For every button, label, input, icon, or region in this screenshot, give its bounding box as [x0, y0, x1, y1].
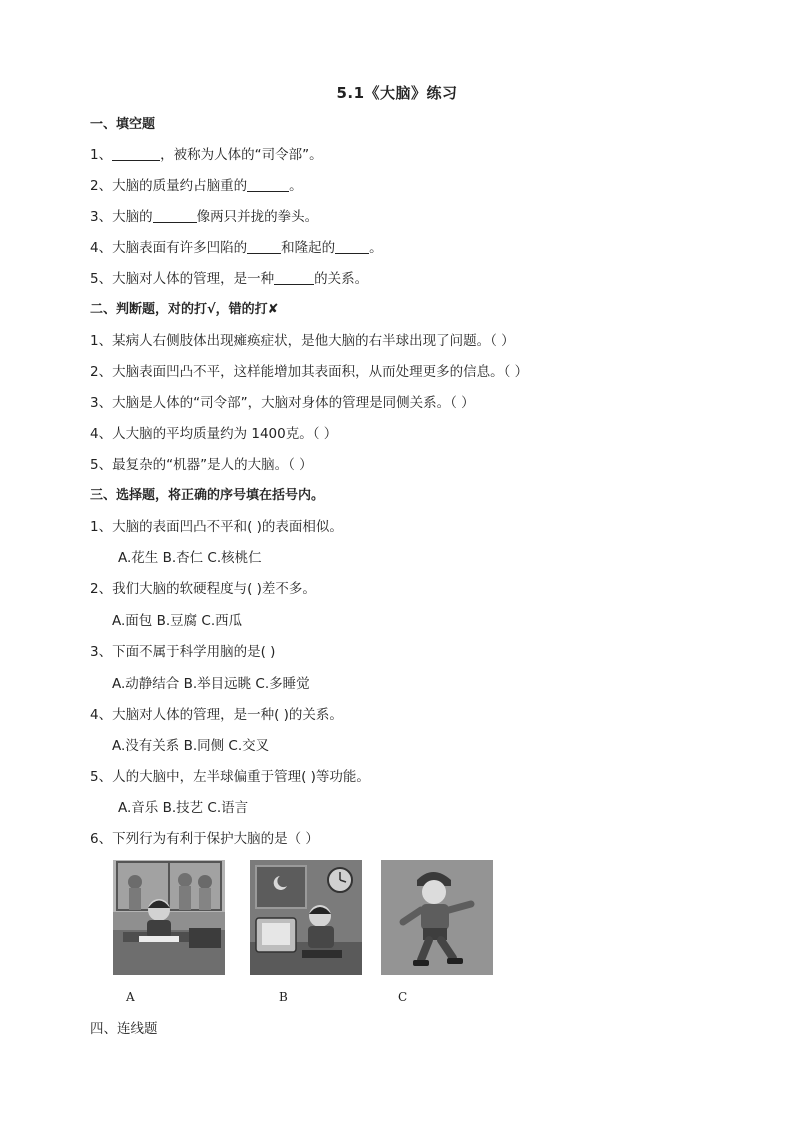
fill-question-5: 5、大脑对人体的管理，是一种 的关系。	[90, 271, 369, 287]
choice-options-1: A.花生 B.杏仁 C.核桃仁	[118, 550, 262, 566]
choice-question-5: 5、人的大脑中，左半球偏重于管理( )等功能。	[90, 769, 370, 785]
choice-options-4: A.没有关系 B.同侧 C.交叉	[112, 738, 270, 754]
section-choice-heading: 三、选择题，将正确的序号填在括号内。	[90, 488, 325, 503]
choice-options-3: A.动静结合 B.举目远眺 C.多睡觉	[112, 676, 310, 692]
picture-c-child-roller-skating	[381, 860, 493, 975]
choice-question-1: 1、大脑的表面凹凸不平和( )的表面相似。	[90, 519, 343, 535]
answer-blank[interactable]	[247, 239, 281, 254]
answer-blank[interactable]	[247, 177, 289, 192]
answer-blank[interactable]	[112, 146, 160, 161]
picture-a-boy-studying	[113, 860, 225, 975]
fill-question-1: 1、 ，被称为人体的“司令部”。	[90, 147, 323, 163]
fill-question-4: 4、大脑表面有许多凹陷的 和隆起的 。	[90, 240, 383, 256]
choice-options-5: A.音乐 B.技艺 C.语言	[118, 800, 249, 816]
picture-b-boy-computer-night	[250, 860, 362, 975]
judge-question-2: 2、大脑表面凹凸不平，这样能增加其表面积，从而处理更多的信息。（ ）	[90, 364, 529, 380]
choice-question-4: 4、大脑对人体的管理，是一种( )的关系。	[90, 707, 343, 723]
picture-label-b: B	[279, 990, 288, 1004]
section-match-heading: 四、连线题	[90, 1021, 158, 1037]
judge-question-1: 1、某病人右侧肢体出现瘫痪症状，是他大脑的右半球出现了问题。（ ）	[90, 333, 515, 349]
fill-question-2: 2、大脑的质量约占脑重的 。	[90, 178, 303, 194]
choice-question-3: 3、下面不属于科学用脑的是( )	[90, 644, 276, 660]
section-fill-heading: 一、填空题	[90, 117, 156, 132]
choice-question-6: 6、下列行为有利于保护大脑的是（ ）	[90, 831, 319, 847]
picture-label-c: C	[398, 990, 408, 1004]
picture-label-a: A	[126, 990, 135, 1004]
answer-blank[interactable]	[335, 239, 369, 254]
judge-question-3: 3、大脑是人体的“司令部”，大脑对身体的管理是同侧关系。（ ）	[90, 395, 475, 411]
judge-question-5: 5、最复杂的“机器”是人的大脑。（ ）	[90, 457, 313, 473]
choice-question-2: 2、我们大脑的软硬程度与( )差不多。	[90, 581, 316, 597]
choice-options-2: A.面包 B.豆腐 C.西瓜	[112, 613, 243, 629]
fill-question-3: 3、大脑的 像两只并拢的拳头。	[90, 209, 319, 225]
judge-question-4: 4、人大脑的平均质量约为 1400克。（ ）	[90, 426, 338, 442]
section-judge-heading: 二、判断题，对的打√，错的打✘	[90, 302, 279, 317]
answer-blank[interactable]	[274, 270, 314, 285]
worksheet-title: 5.1《大脑》练习	[336, 84, 458, 102]
answer-blank[interactable]	[153, 208, 197, 223]
